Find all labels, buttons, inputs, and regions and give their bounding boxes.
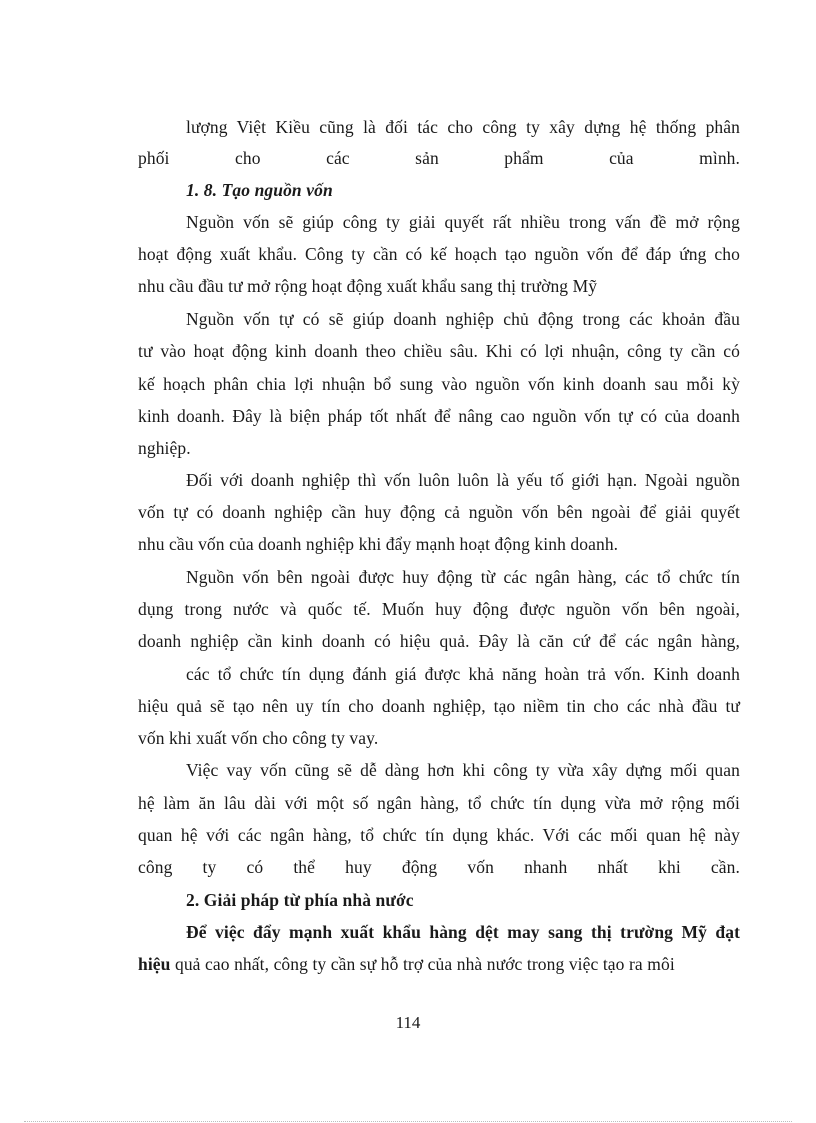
paragraph-line-rest: quả cao nhất, công ty cần sự hỗ trợ của nhà nước trong việc tạo ra môi — [174, 954, 675, 974]
paragraph-line: hiệu quả sẽ tạo nên uy tín cho doanh nghiệp, tạo niềm tin cho các nhà đầu tư — [138, 696, 740, 716]
paragraph-line: Nguồn vốn tự có sẽ giúp doanh nghiệp chủ động trong các khoản đầu — [186, 309, 740, 329]
paragraph-line: quan hệ với các ngân hàng, tổ chức tín dụng khác. Với các mối quan hệ này — [138, 825, 740, 845]
paragraph-line: công ty có thể huy động vốn nhanh nhất khi cần. — [138, 857, 740, 877]
section-heading-2: 2. Giải pháp từ phía nhà nước — [186, 890, 414, 910]
paragraph-line: Nguồn vốn sẽ giúp công ty giải quyết rất nhiều trong vấn đề mở rộng — [186, 212, 740, 232]
paragraph-line: vốn tự có doanh nghiệp cần huy động cả nguồn vốn bên ngoài để giải quyết — [138, 502, 740, 522]
paragraph-line: lượng Việt Kiều cũng là đối tác cho công ty xây dựng hệ thống phân — [186, 117, 740, 137]
paragraph-line: tư vào hoạt động kinh doanh theo chiều sâu. Khi có lợi nhuận, công ty cần có — [138, 341, 740, 361]
bold-word: hiệu — [138, 954, 171, 974]
paragraph-line-bold: Để việc đẩy mạnh xuất khẩu hàng dệt may sang thị trường Mỹ đạt — [186, 922, 740, 942]
page-bottom-divider — [24, 1121, 792, 1122]
page-number: 114 — [395, 1013, 421, 1032]
paragraph-line: hệ làm ăn lâu dài với một số ngân hàng, tổ chức tín dụng vừa mở rộng mối — [138, 793, 740, 813]
paragraph-line: các tổ chức tín dụng đánh giá được khả năng hoàn trả vốn. Kinh doanh — [186, 664, 740, 684]
paragraph-line: hoạt động xuất khẩu. Công ty cần có kế hoạch tạo nguồn vốn để đáp ứng cho — [138, 244, 740, 264]
paragraph-line: Việc vay vốn cũng sẽ dễ dàng hơn khi công ty vừa xây dựng mối quan — [186, 760, 740, 780]
paragraph-line: kinh doanh. Đây là biện pháp tốt nhất để nâng cao nguồn vốn tự có của doanh — [138, 406, 740, 426]
paragraph-line: nghiệp. — [138, 438, 191, 458]
paragraph-line: doanh nghiệp cần kinh doanh có hiệu quả. Đây là căn cứ để các ngân hàng, — [138, 631, 740, 651]
paragraph-line: Đối với doanh nghiệp thì vốn luôn luôn là yếu tố giới hạn. Ngoài nguồn — [186, 470, 740, 490]
paragraph-line: Nguồn vốn bên ngoài được huy động từ các ngân hàng, các tổ chức tín — [186, 567, 740, 587]
paragraph-line: dụng trong nước và quốc tế. Muốn huy động được nguồn vốn bên ngoài, — [138, 599, 740, 619]
paragraph-line — [138, 953, 740, 975]
paragraph-line: nhu cầu đầu tư mở rộng hoạt động xuất khẩu sang thị trường Mỹ — [138, 276, 598, 296]
paragraph-line: kế hoạch phân chia lợi nhuận bổ sung vào nguồn vốn kinh doanh sau mỗi kỳ — [138, 374, 740, 394]
section-heading-1-8: 1. 8. Tạo nguồn vốn — [186, 180, 333, 200]
paragraph-line: phối cho các sản phẩm của mình. — [138, 148, 740, 168]
paragraph-line: vốn khi xuất vốn cho công ty vay. — [138, 728, 379, 748]
paragraph-line: nhu cầu vốn của doanh nghiệp khi đẩy mạnh hoạt động kinh doanh. — [138, 534, 619, 554]
